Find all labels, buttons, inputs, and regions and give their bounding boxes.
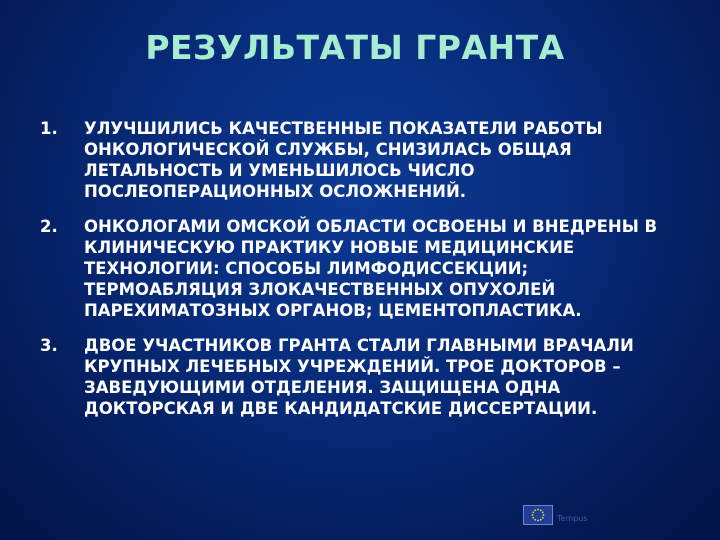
item-number: 3. bbox=[40, 336, 58, 355]
item-text: ОНКОЛОГАМИ ОМСКОЙ ОБЛАСТИ ОСВОЕНЫ И ВНЕДРЕНЫ В КЛИНИЧЕСКУЮ ПРАКТИКУ НОВЫЕ МЕДИЦИНСКИЕ ТЕХНОЛОГИИ: СПОСОБЫ ЛИМФОДИССЕКЦИИ; ТЕРМОАБЛЯЦИЯ ЗЛОКАЧЕСТВЕННЫХ ОПУХОЛЕЙ ПАРЕХИМАТОЗНЫХ ОРГАНОВ; ЦЕМЕНТОПЛАСТИКА. bbox=[84, 217, 658, 320]
slide-title: РЕЗУЛЬТАТЫ ГРАНТА bbox=[145, 28, 565, 67]
list-item bbox=[40, 118, 690, 202]
item-number: 2. bbox=[40, 217, 58, 236]
list-item bbox=[40, 216, 690, 321]
eu-stars-graphic bbox=[524, 506, 552, 524]
item-number: 1. bbox=[40, 119, 58, 138]
eu-flag-icon bbox=[523, 505, 553, 525]
results-list bbox=[40, 118, 690, 433]
logo-label: Tempus bbox=[557, 514, 588, 523]
item-text: ДВОЕ УЧАСТНИКОВ ГРАНТА СТАЛИ ГЛАВНЫМИ ВРАЧАЛИ КРУПНЫХ ЛЕЧЕБНЫХ УЧРЕЖДЕНИЙ. ТРОЕ ДОКТОРОВ – ЗАВЕДУЮЩИМИ ОТДЕЛЕНИЯ. ЗАЩИЩЕНА ОДНА ДОКТОРСКАЯ И ДВЕ КАНДИДАТСКИЕ ДИССЕРТАЦИИ. bbox=[84, 336, 634, 418]
item-text: УЛУЧШИЛИСЬ КАЧЕСТВЕННЫЕ ПОКАЗАТЕЛИ РАБОТЫ ОНКОЛОГИЧЕСКОЙ СЛУЖБЫ, СНИЗИЛАСЬ ОБЩАЯ ЛЕТАЛЬНОСТЬ И УМЕНЬШИЛОСЬ ЧИСЛО ПОСЛЕОПЕРАЦИОННЫХ ОСЛОЖНЕНИЙ. bbox=[84, 119, 603, 201]
list-item bbox=[40, 335, 690, 419]
